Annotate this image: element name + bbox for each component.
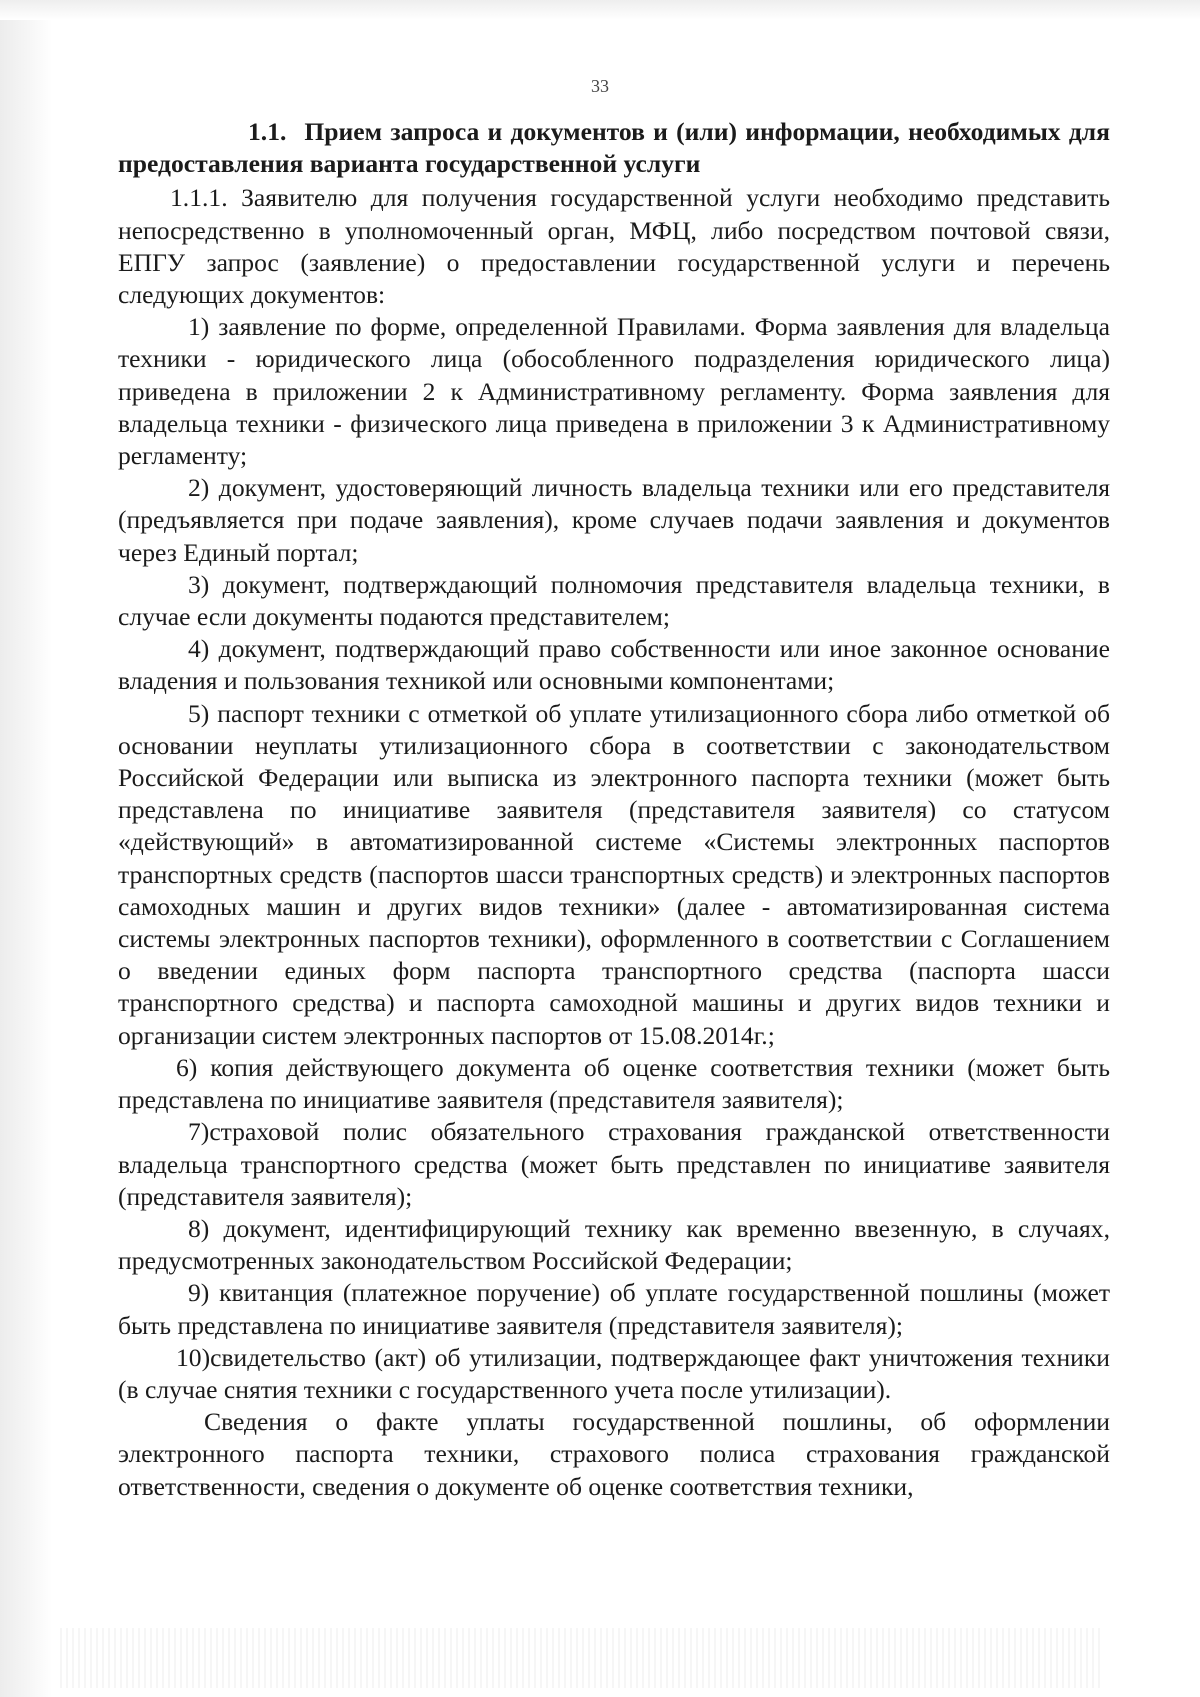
list-item-1: 1) заявление по форме, определенной Правилами. Форма заявления для владельца техники - юридического лица (обособленного подразделения юридического лица) приведена в приложении 2 к Административному регламенту. Форма заявления для владельца техники - физического лица приведена в приложении 3 к Административному регламенту; xyxy=(118,312,1110,471)
section-number: 1.1. xyxy=(248,117,287,146)
page-number: 33 xyxy=(591,76,609,96)
intro-paragraph: 1.1.1. Заявителю для получения государственной услуги необходимо представить непосредственно в уполномоченный орган, МФЦ, либо посредством почтовой связи, ЕПГУ запрос (заявление) о предоставлении государственной услуги и перечень следующих документов: xyxy=(118,183,1110,310)
list-item-5: 5) паспорт техники с отметкой об уплате утилизационного сбора либо отметкой об основании неуплаты утилизационного сбора в соответствии с законодательством Российской Федерации или выписка из электронного паспорта техники (может быть представлена по инициативе заявителя (представителя заявителя) со статусом «действующий» в автоматизированной системе «Системы электронных паспортов транспортных средств (паспортов шасси транспортных средств) и электронных паспортов самоходных машин и других видов техники» (далее - автоматизированная система системы электронных паспортов техники), оформленного в соответствии с Соглашением о введении единых форм паспорта транспортного средства (паспорта шасси транспортного средства) и паспорта самоходной машины и других видов техники и организации систем электронных паспортов от 15.08.2014г.; xyxy=(118,698,1110,1050)
list-item-9: 9) квитанция (платежное поручение) об уплате государственной пошлины (может быть представлена по инициативе заявителя (представителя заявителя); xyxy=(118,1278,1110,1340)
list-item-10: 10)свидетельство (акт) об утилизации, подтверждающее факт уничтожения техники (в случае снятия техники с государственного учета после утилизации). xyxy=(118,1342,1110,1404)
list-item-4: 4) документ, подтверждающий право собственности или иное законное основание владения и пользования техникой или основными компонентами; xyxy=(118,634,1110,696)
section-heading xyxy=(118,116,1110,180)
document-body xyxy=(118,116,1110,1503)
section-title: Прием запроса и документов и (или) информации, необходимых для предоставления варианта государственной услуги xyxy=(118,117,1110,179)
list-item-2: 2) документ, удостоверяющий личность владельца техники или его представителя (предъявляется при подаче заявления), кроме случаев подачи заявления и документов через Единый портал; xyxy=(118,473,1110,567)
scan-shadow-top xyxy=(0,0,1200,20)
list-item-3: 3) документ, подтверждающий полномочия представителя владельца техники, в случае если документы подаются представителем; xyxy=(118,569,1110,632)
list-item-7: 7)страховой полис обязательного страхования гражданской ответственности владельца транспортного средства (может быть представлен по инициативе заявителя (представителя заявителя); xyxy=(118,1117,1110,1211)
closing-paragraph: Сведения о факте уплаты государственной пошлины, об оформлении электронного паспорта техники, страхового полиса страхования гражданской ответственности, сведения о документе об оценке соответствия техники, xyxy=(118,1407,1110,1501)
scan-noise-bottom xyxy=(60,1628,1100,1688)
scan-shadow-left xyxy=(0,0,52,1697)
list-item-8: 8) документ, идентифицирующий технику как временно ввезенную, в случаях, предусмотренных законодательством Российской Федерации; xyxy=(118,1213,1110,1276)
list-item-6: 6) копия действующего документа об оценке соответствия техники (может быть представлена по инициативе заявителя (представителя заявителя); xyxy=(118,1052,1110,1115)
